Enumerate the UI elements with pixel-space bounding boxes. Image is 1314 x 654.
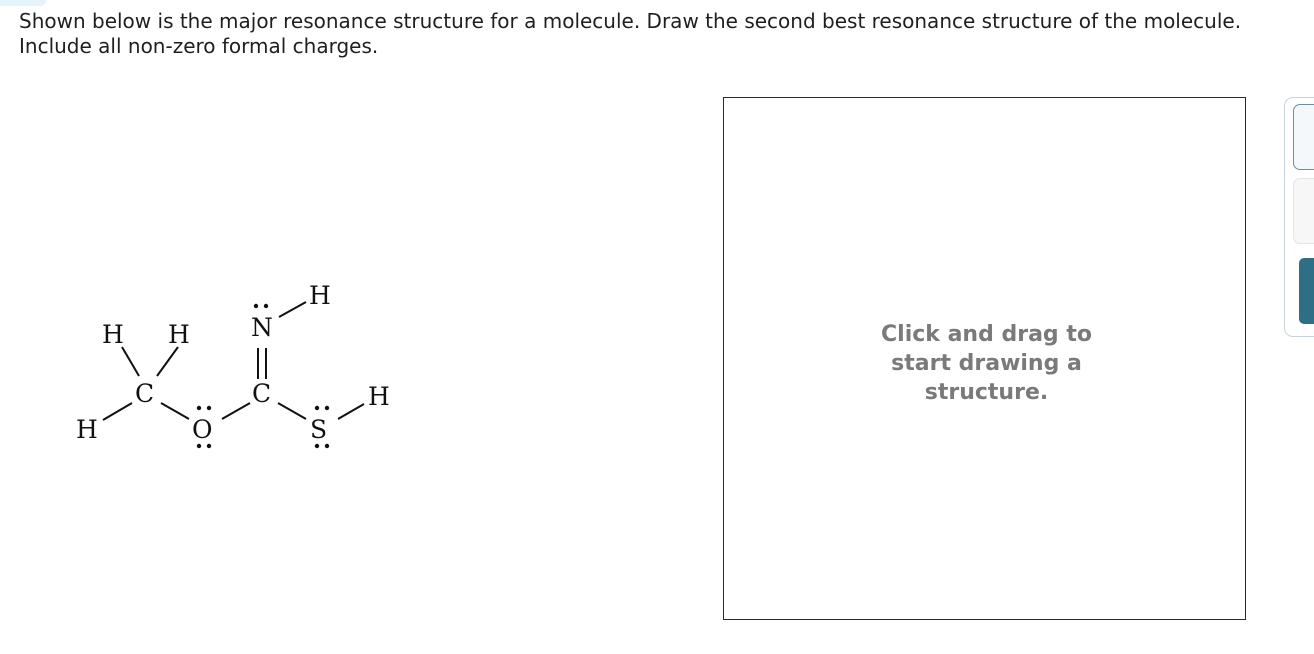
lone-pair-dot	[197, 444, 201, 448]
lone-pair-dot	[325, 406, 329, 410]
lone-pair-dot	[315, 406, 319, 410]
lone-pair-dot	[207, 444, 211, 448]
bond-h-c1-left	[103, 403, 132, 420]
drawing-toolbar	[1284, 97, 1314, 337]
lone-pair-dot	[325, 444, 329, 448]
bond-o-c2	[222, 403, 250, 419]
lone-pair-dot	[207, 406, 211, 410]
atom-h-s: H	[368, 382, 390, 411]
lone-pair-dot	[264, 304, 268, 308]
atom-h-left: H	[76, 415, 98, 444]
atom-o: O	[192, 415, 213, 444]
bond-h-c1-topmid	[157, 347, 178, 376]
atom-h-top-mid: H	[168, 320, 190, 349]
bond-c2-s	[278, 403, 306, 419]
atom-n: N	[251, 313, 273, 342]
atom-c2: C	[252, 379, 272, 408]
question-line-1: Shown below is the major resonance structure for a molecule. Draw the second best resonance structure of the molecule.	[19, 9, 1242, 33]
atom-h-n: H	[309, 281, 331, 310]
bond-h-c1-topleft	[122, 347, 139, 376]
question-prompt	[19, 9, 1314, 59]
bond-c1-o	[161, 403, 189, 419]
toolbar-button-2[interactable]	[1293, 178, 1314, 244]
lone-pair-dot	[254, 304, 258, 308]
lone-pair-dot	[315, 444, 319, 448]
atom-s: S	[310, 415, 328, 444]
corner-tab	[0, 0, 46, 6]
canvas-hint: Click and drag to start drawing a structure.	[881, 322, 1092, 405]
atom-c1: C	[135, 379, 155, 408]
question-line-2: Include all non-zero formal charges.	[19, 34, 379, 58]
toolbar-button-1[interactable]	[1293, 104, 1314, 170]
molecule-structure	[60, 270, 420, 470]
bond-s-h	[338, 404, 364, 419]
lone-pair-dot	[197, 406, 201, 410]
toolbar-button-3[interactable]	[1299, 258, 1314, 324]
bond-n-h	[279, 302, 306, 317]
drawing-canvas[interactable]	[723, 97, 1246, 620]
atom-h-top-left: H	[102, 320, 124, 349]
